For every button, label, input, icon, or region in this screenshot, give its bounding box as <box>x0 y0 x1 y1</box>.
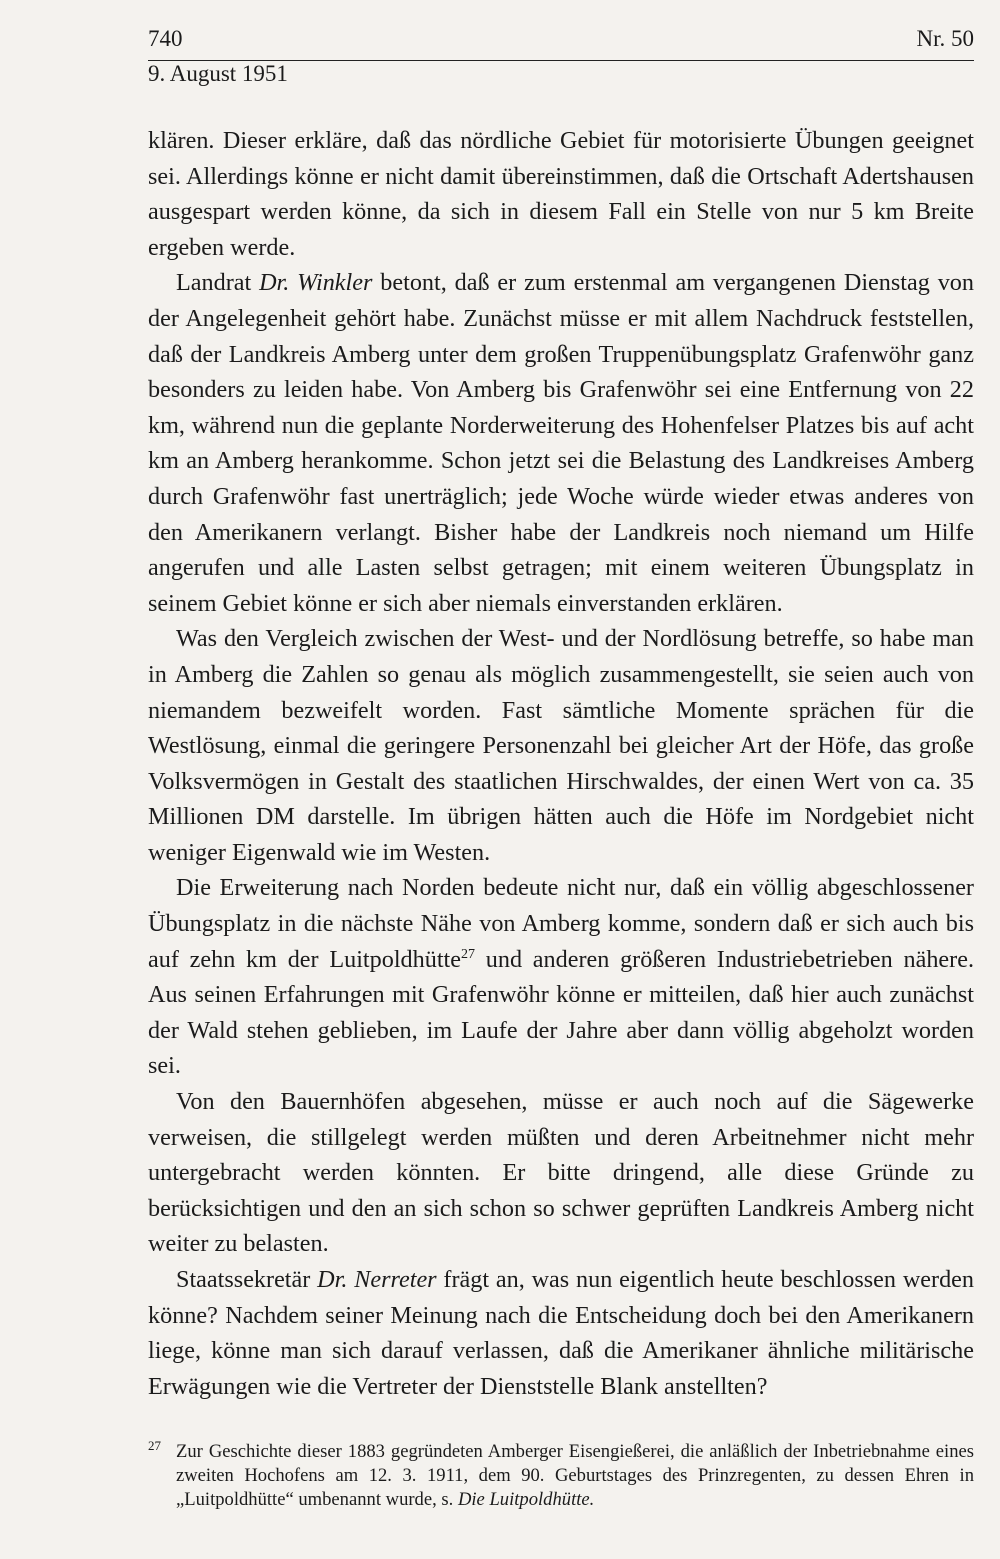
paragraph-3: Was den Vergleich zwischen der West- und der Nordlösung betreffe, so habe man in Amberg die Zahlen so genau als möglich zusammengestellt, sie seien auch von niemandem bezweifelt worden. Fast sämtliche Momente sprächen für die Westlösung, einmal die geringere Personenzahl bei gleicher Art der Höfe, das große Volksvermögen in Gestalt des staatlichen Hirschwaldes, der einen Wert von ca. 35 Millionen DM darstelle. Im übrigen hätten auch die Höfe im Nordgebiet nicht weniger Eigenwald wie im Westen. <box>148 625 974 866</box>
header-date: 9. August 1951 <box>148 61 288 86</box>
paragraph-2 <box>148 265 974 621</box>
paragraph-6-post: frägt an, was nun eigentlich heute beschlossen werden könne? Nachdem seiner Meinung nach die Entscheidung doch bei den Amerikanern liege, könne man sich darauf verlassen, daß die Amerikaner ähnliche militärische Erwägungen wie die Vertreter der Dienststelle Blank anstellten? <box>148 1266 974 1400</box>
paragraph-4-post: und anderen größeren Industriebetrieben nähere. Aus seinen Erfahrungen mit Grafenwöhr könne er mitteilen, daß hier auch zunächst der Wald stehen geblieben, im Laufe der Jahre aber dann völlig abgeholzt worden sei. <box>148 945 974 1080</box>
paragraph-4 <box>148 870 974 1084</box>
paragraph-6 <box>148 1262 974 1404</box>
paragraph-1: klären. Dieser erkläre, daß das nördliche Gebiet für motorisierte Übungen geeignet sei. Allerdings könne er nicht damit übereinstimmen, daß die Ortschaft Adertshausen ausgespart werden könne, da sich in diesem Fall ein Stelle von nur 5 km Breite ergeben werde. <box>148 127 974 261</box>
paragraph-2-pre: Landrat <box>176 269 260 297</box>
paragraph-4-pre: Die Erweiterung nach Norden bedeute nicht nur, daß ein völlig abgeschlossener Übungsplatz in die nächste Nähe von Amberg komme, sondern daß er sich auch bis auf zehn km der Luitpoldhütte <box>148 874 974 973</box>
page-number: 740 <box>148 26 183 51</box>
footnote-number: 27 <box>148 1438 161 1454</box>
paragraph-2-post: betont, daß er zum erstenmal am vergangenen Dienstag von der Angelegenheit gehört habe. Zunächst müsse er mit allem Nachdruck feststellen, daß der Landkreis Amberg unter dem großen Truppenübungsplatz Grafenwöhr ganz besonders zu leiden habe. Von Amberg bis Grafenwöhr sei eine Entfernung von 22 km, während nun die geplante Norderweiterung des Hohenfelser Platzes bis auf acht km an Amberg herankomme. Schon jetzt sei die Belastung des Landkreises Amberg durch Grafenwöhr fast unerträglich; jede Woche würde wieder etwas anderes von den Amerikanern verlangt. Bisher habe der Landkreis noch niemand um Hilfe angerufen und alle Lasten selbst getragen; mit einem weiteren Übungsplatz in seinem Gebiet könne er sich aber niemals einverstanden erklären. <box>148 269 974 617</box>
body-text <box>148 123 974 1404</box>
running-header <box>148 26 974 95</box>
footnote-title: Die Luitpoldhütte. <box>457 1489 595 1511</box>
footnote-text: Zur Geschichte dieser 1883 gegründeten Amberger Eisengießerei, die anläßlich der Inbetriebnahme eines zweiten Hochofens am 12. 3. 1911, dem 90. Geburtstages des Prinzregenten, zu dessen Ehren in „Luitpoldhütte“ umbenannt wurde, s. <box>176 1441 974 1511</box>
footnote-27 <box>148 1440 974 1512</box>
person-name-nerreter: Dr. Nerreter <box>317 1266 437 1293</box>
header-issue: Nr. 50 <box>916 26 974 51</box>
footnotes <box>148 1440 974 1512</box>
footnote-reference[interactable]: 27 <box>461 946 476 962</box>
paragraph-5: Von den Bauernhöfen abgesehen, müsse er auch noch auf die Sägewerke verweisen, die stillgelegt werden müßten und deren Arbeitnehmer nicht mehr untergebracht werden könnten. Er bitte dringend, alle diese Gründe zu berücksichtigen und den an sich schon so schwer geprüften Landkreis Amberg nicht weiter zu belasten. <box>148 1088 974 1258</box>
person-name-winkler: Dr. Winkler <box>259 269 373 297</box>
paragraph-6-pre: Staatssekretär <box>176 1266 318 1293</box>
page <box>148 26 974 1512</box>
